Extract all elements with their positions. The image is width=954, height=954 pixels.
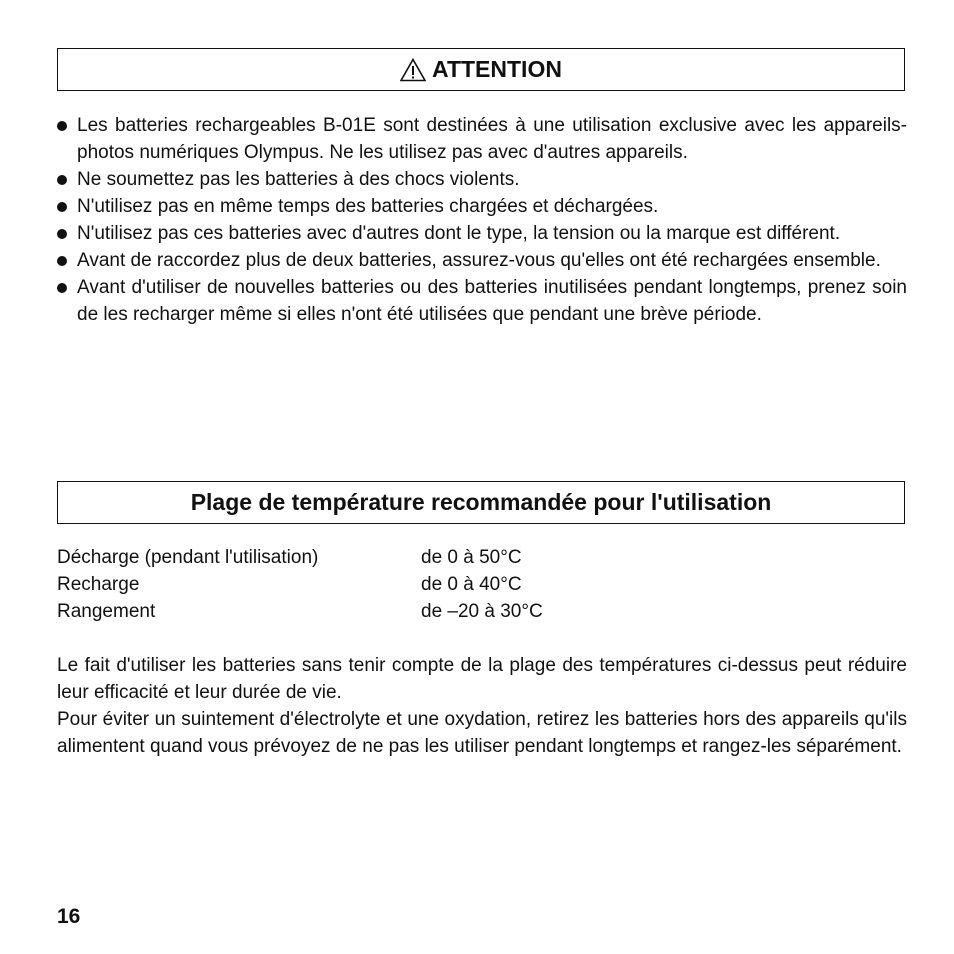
temperature-row (57, 571, 543, 598)
temperature-row (57, 544, 543, 571)
bullet-dot-icon (57, 202, 67, 212)
temperature-value: de 0 à 40°C (421, 574, 522, 595)
attention-bullet-list (57, 112, 907, 328)
bullet-dot-icon (57, 121, 67, 131)
temperature-value: de –20 à 30°C (421, 601, 543, 622)
warning-triangle-icon (400, 58, 426, 82)
temperature-table (57, 544, 543, 625)
temperature-label: Recharge (57, 574, 140, 595)
body-paragraph: Le fait d'utiliser les batteries sans tenir compte de la plage des températures ci-dessus peut réduire leur efficacité et leur durée de vie. (57, 655, 907, 703)
attention-title: ATTENTION (432, 56, 562, 82)
bullet-dot-icon (57, 229, 67, 239)
bullet-item: N'utilisez pas ces batteries avec d'autres dont le type, la tension ou la marque est différent. (57, 220, 907, 247)
bullet-item: Avant d'utiliser de nouvelles batteries ou des batteries inutilisées pendant longtemps, prenez soin de les recharger même si elles n'ont été utilisées que pendant une brève période. (57, 274, 907, 328)
temperature-heading-box (57, 481, 905, 524)
bullet-item: N'utilisez pas en même temps des batteries chargées et déchargées. (57, 193, 907, 220)
bullet-item: Avant de raccordez plus de deux batteries, assurez-vous qu'elles ont été rechargées ensemble. (57, 247, 907, 274)
temperature-label: Rangement (57, 601, 156, 622)
temperature-row (57, 598, 543, 625)
temperature-value: de 0 à 50°C (421, 547, 522, 568)
temperature-label: Décharge (pendant l'utilisation) (57, 547, 319, 568)
page-number: 16 (57, 905, 81, 928)
temperature-title: Plage de température recommandée pour l'utilisation (190, 489, 772, 515)
attention-heading-box (57, 48, 905, 91)
bullet-item: Les batteries rechargeables B-01E sont destinées à une utilisation exclusive avec les appareils-photos numériques Olympus. Ne les utilisez pas avec d'autres appareils. (57, 112, 907, 166)
bullet-dot-icon (57, 283, 67, 293)
bullet-dot-icon (57, 256, 67, 266)
bullet-item: Ne soumettez pas les batteries à des chocs violents. (57, 166, 907, 193)
bullet-dot-icon (57, 175, 67, 185)
body-paragraph: Pour éviter un suintement d'électrolyte et une oxydation, retirez les batteries hors des appareils qu'ils alimentent quand vous prévoyez de ne pas les utiliser pendant longtemps et rangez-les séparément. (57, 709, 907, 757)
